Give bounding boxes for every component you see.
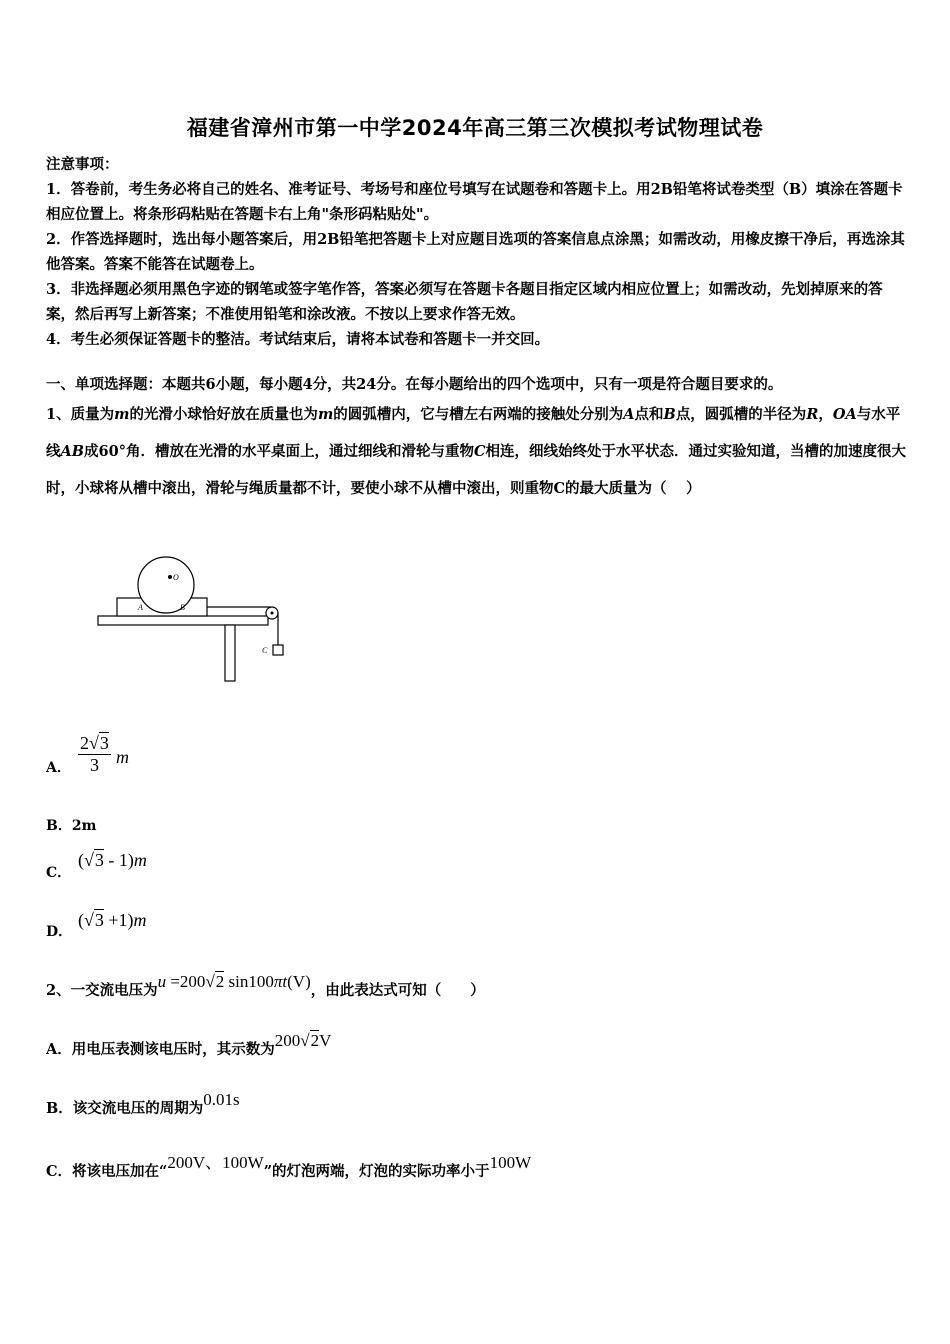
q1-text: 与水平线 [46,406,901,460]
q2-option-c: C．将该电压加在“200V、100W”的灯泡两端，灯泡的实际功率小于100W [46,1153,532,1180]
q1-figure [96,550,296,685]
q2-option-a: A．用电压表测该电压时，其示数为200√2V [46,1031,332,1058]
page-title: 福建省漳州市第一中学2024年高三第三次模拟考试物理试卷 [186,116,764,140]
q1-text: 点和 [634,406,664,423]
notice-item: 1．答卷前，考生务必将自己的姓名、准考证号、考场号和座位号填写在试题卷和答题卡上。用2B铅笔将试卷类型（B）填涂在答题卡相应位置上。将条形码粘贴在答题卡右上角"条形码粘贴处"。 [46,181,903,223]
table-top [98,616,268,625]
q1-text: 的光滑小球恰好放在质量也为 [129,406,318,423]
question-1-stem [46,396,908,507]
section-heading: 一、单项选择题：本题共6小题，每小题4分，共24分。在每小题给出的四个选项中，只有一项是符合题目要求的。 [46,376,783,393]
notice-item: 2．作答选择题时，选出每小题答案后，用2B铅笔把答题卡上对应题目选项的答案信息点涂黑；如需改动，用橡皮擦干净后，再选涂其他答案。答案不能答在试题卷上。 [46,231,905,273]
pulley-axle [271,612,274,615]
q1-text: 1、质量为 [46,406,115,423]
q1-text: 相连，细线始终处于水平状态．通过实验知道，当槽的加速度很大时，小球将从槽中滚出，滑轮与绳质量都不计，要使小球不从槽中滚出，则重物C的最大质量为（ ） [46,443,906,497]
q1-var: B [663,406,676,423]
q1-text: 的圆弧槽内，它与槽左右两端的接触处分别为 [333,406,624,423]
q1-option-a-label: A． [46,760,71,776]
label-c: C [262,646,268,655]
q1-option-b: B．2m [46,818,97,834]
q1-text: 点，圆弧槽的半径为 [675,406,807,423]
q1-var: m [114,406,130,423]
notice-section [46,152,908,352]
weight-c [273,645,283,655]
q1-text: ， [818,406,833,423]
q1-option-d-math: (√3 +1)m [78,910,147,930]
notice-item: 4．考生必须保证答题卡的整洁。考试结束后，请将本试卷和答题卡一并交回。 [46,331,550,348]
q1-option-a-fraction [78,733,111,776]
q1-var: A [623,406,635,423]
q1-option-a-var: m [116,747,129,767]
q1-text: 成60°角．槽放在光滑的水平桌面上，通过细线和滑轮与重物 [84,443,474,460]
label-b: B [180,603,185,612]
ball [138,557,194,613]
notice-item: 3．非选择题必须用黑色字迹的钢笔或签字笔作答，答案必须写在答题卡各题目指定区域内相应位置上；如需改动，先划掉原来的答案，然后再写上新答案；不准使用铅笔和涂改液。不按以上要求作答无效。 [46,281,883,323]
ball-center [168,575,172,579]
label-a: A [138,603,143,612]
fraction-denominator: 3 [89,755,99,775]
q1-option-c-math: (√3 - 1)m [78,850,147,870]
q1-var: OA [832,406,857,423]
notice-heading: 注意事项： [46,156,119,173]
q1-var: R [806,406,819,423]
question-2-stem: 2、一交流电压为u =200√2 sin100πt(V)，由此表达式可知（ ） [46,972,485,999]
q1-var: m [317,406,334,423]
q2-option-b: B．该交流电压的周期为0.01s [46,1090,240,1117]
q1-option-c-label: C． [46,865,72,881]
fraction-numerator: 2√3 [80,733,109,753]
label-o: O [173,573,179,582]
q1-var: C [473,443,486,460]
q1-var: AB [60,443,85,460]
table-leg [225,625,235,681]
q1-option-d-label: D． [46,924,73,940]
